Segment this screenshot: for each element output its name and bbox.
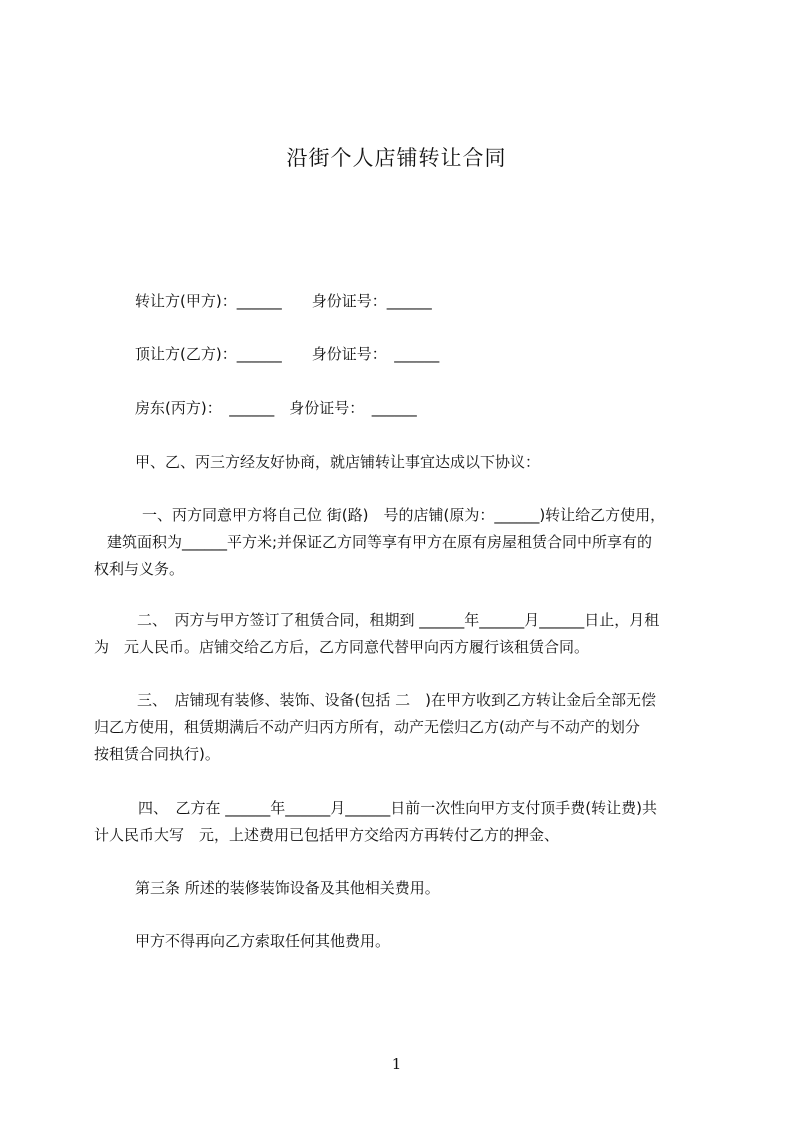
document-title: 沿街个人店铺转让合同 <box>286 146 507 170</box>
clause-2-line-1: 二、 丙方与甲方签订了租赁合同，租期到 ______年______月______日止，月租 <box>137 611 660 629</box>
clause-3-line-1: 三、 店铺现有装修、装饰、设备(包括 二 )在甲方收到乙方转让金后全部无偿 <box>137 691 656 709</box>
party-a-line: 转让方(甲方)：______ 身份证号：______ <box>135 292 432 310</box>
article-3-line: 第三条 所述的装修装饰设备及其他相关费用。 <box>135 879 440 897</box>
clause-1-line-2: 建筑面积为______平方米;并保证乙方同等享有甲方在原有房屋租赁合同中所享有的 <box>107 533 653 551</box>
clause-2-line-2: 为 元人民币。店铺交给乙方后，乙方同意代替甲向丙方履行该租赁合同。 <box>94 638 590 656</box>
party-b-line: 顶让方(乙方)：______ 身份证号： ______ <box>135 345 440 363</box>
clause-3-line-2: 归乙方使用，租赁期满后不动产归丙方所有，动产无偿归乙方(动产与不动产的划分 <box>94 718 640 736</box>
clause-1-line-3: 权利与义务。 <box>94 560 185 578</box>
agreement-intro: 甲、乙、丙三方经友好协商，就店铺转让事宜达成以下协议： <box>135 453 541 471</box>
clause-1-line-1: 一、丙方同意甲方将自己位 街(路) 号的店铺(原为：______)转让给乙方使用， <box>142 506 666 524</box>
page-number: 1 <box>391 1055 402 1073</box>
clause-3-line-3: 按租赁合同执行)。 <box>94 745 220 763</box>
clause-4-line-2: 计人民币大写 元，上述费用已包括甲方交给丙方再转付乙方的押金、 <box>94 826 560 844</box>
no-further-fees-line: 甲方不得再向乙方索取任何其他费用。 <box>135 932 391 950</box>
party-c-line: 房东(丙方)： ______ 身份证号： ______ <box>135 399 417 417</box>
clause-4-line-1: 四、 乙方在 ______年______月______日前一次性向甲方支付顶手费(转让费)共 <box>138 799 657 817</box>
